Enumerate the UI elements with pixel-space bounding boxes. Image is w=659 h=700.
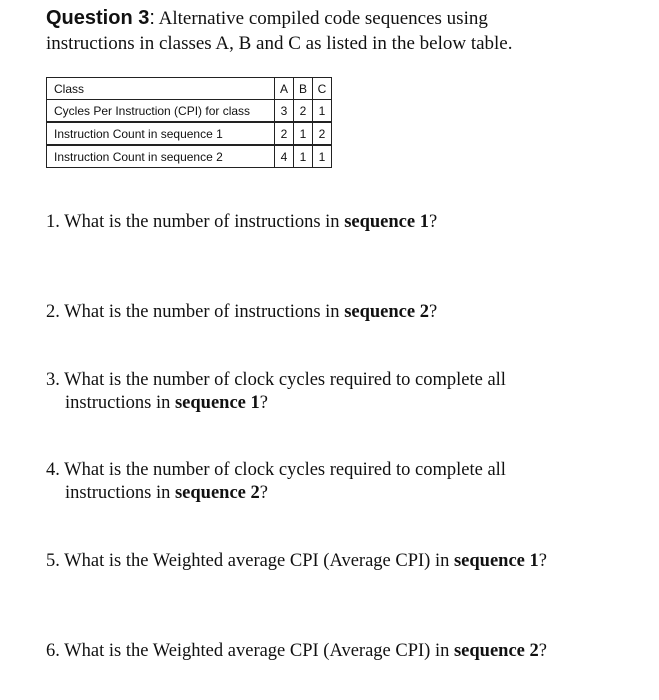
table-header-label: Class: [47, 78, 275, 100]
question-colon: :: [149, 7, 155, 29]
question-intro-line2: instructions in classes A, B and C as listed in the below table.: [46, 33, 513, 54]
table-row: [47, 100, 332, 123]
question-line2-text: instructions in: [65, 393, 175, 413]
table-cell: 3: [275, 100, 294, 123]
question-item-1: [46, 211, 636, 234]
question-number: 3.: [46, 370, 60, 390]
question-item-3: [46, 369, 636, 415]
table-cell: 2: [313, 122, 332, 145]
question-line2: [46, 482, 636, 505]
question-end: ?: [538, 551, 547, 571]
question-line2: [46, 392, 636, 415]
question-end: ?: [259, 483, 268, 503]
table-row-label: Cycles Per Instruction (CPI) for class: [47, 100, 275, 123]
question-end: ?: [538, 641, 547, 661]
question-item-4: [46, 459, 636, 505]
table-row: [47, 145, 332, 168]
table-row-label: Instruction Count in sequence 2: [47, 145, 275, 168]
table-cell: 1: [294, 145, 313, 168]
instruction-class-table: [46, 77, 332, 168]
table-row-label: Instruction Count in sequence 1: [47, 122, 275, 145]
question-item-5: [46, 550, 636, 573]
question-bold-term: sequence 2: [174, 483, 260, 503]
table-cell: 2: [294, 100, 313, 123]
table-header-col: B: [294, 78, 313, 100]
question-intro-line1: Alternative compiled code sequences using: [154, 8, 488, 29]
table-cell: 4: [275, 145, 294, 168]
question-end: ?: [259, 393, 268, 413]
question-text: What is the number of clock cycles required to complete all: [59, 460, 506, 480]
question-text: What is the Weighted average CPI (Average CPI) in: [59, 641, 454, 661]
table-row: [47, 122, 332, 145]
question-text: What is the number of instructions in: [59, 212, 345, 232]
table-cell: 1: [313, 100, 332, 123]
question-item-6: [46, 640, 636, 663]
table-cell: 2: [275, 122, 294, 145]
question-number: 2.: [46, 302, 60, 322]
question-bold-term: sequence 1: [453, 551, 539, 571]
question-bold-term: sequence 2: [453, 641, 539, 661]
table-header-col: A: [275, 78, 294, 100]
question-end: ?: [428, 302, 438, 322]
question-number: 6.: [46, 641, 60, 661]
question-bold-term: sequence 2: [344, 302, 429, 322]
question-text: What is the number of clock cycles required to complete all: [59, 370, 506, 390]
question-bold-term: sequence 1: [344, 212, 429, 232]
table-header-col: C: [313, 78, 332, 100]
question-label: Question 3: [46, 7, 150, 29]
question-text: What is the Weighted average CPI (Average CPI) in: [59, 551, 454, 571]
question-end: ?: [428, 212, 438, 232]
table-cell: 1: [313, 145, 332, 168]
question-heading: [46, 6, 636, 56]
question-number: 4.: [46, 460, 60, 480]
question-number: 5.: [46, 551, 60, 571]
table-cell: 1: [294, 122, 313, 145]
question-text: What is the number of instructions in: [59, 302, 345, 322]
question-line2-text: instructions in: [65, 483, 175, 503]
question-bold-term: sequence 1: [174, 393, 260, 413]
question-number: 1.: [46, 212, 60, 232]
question-item-2: [46, 301, 636, 324]
table-header-row: [47, 78, 332, 100]
